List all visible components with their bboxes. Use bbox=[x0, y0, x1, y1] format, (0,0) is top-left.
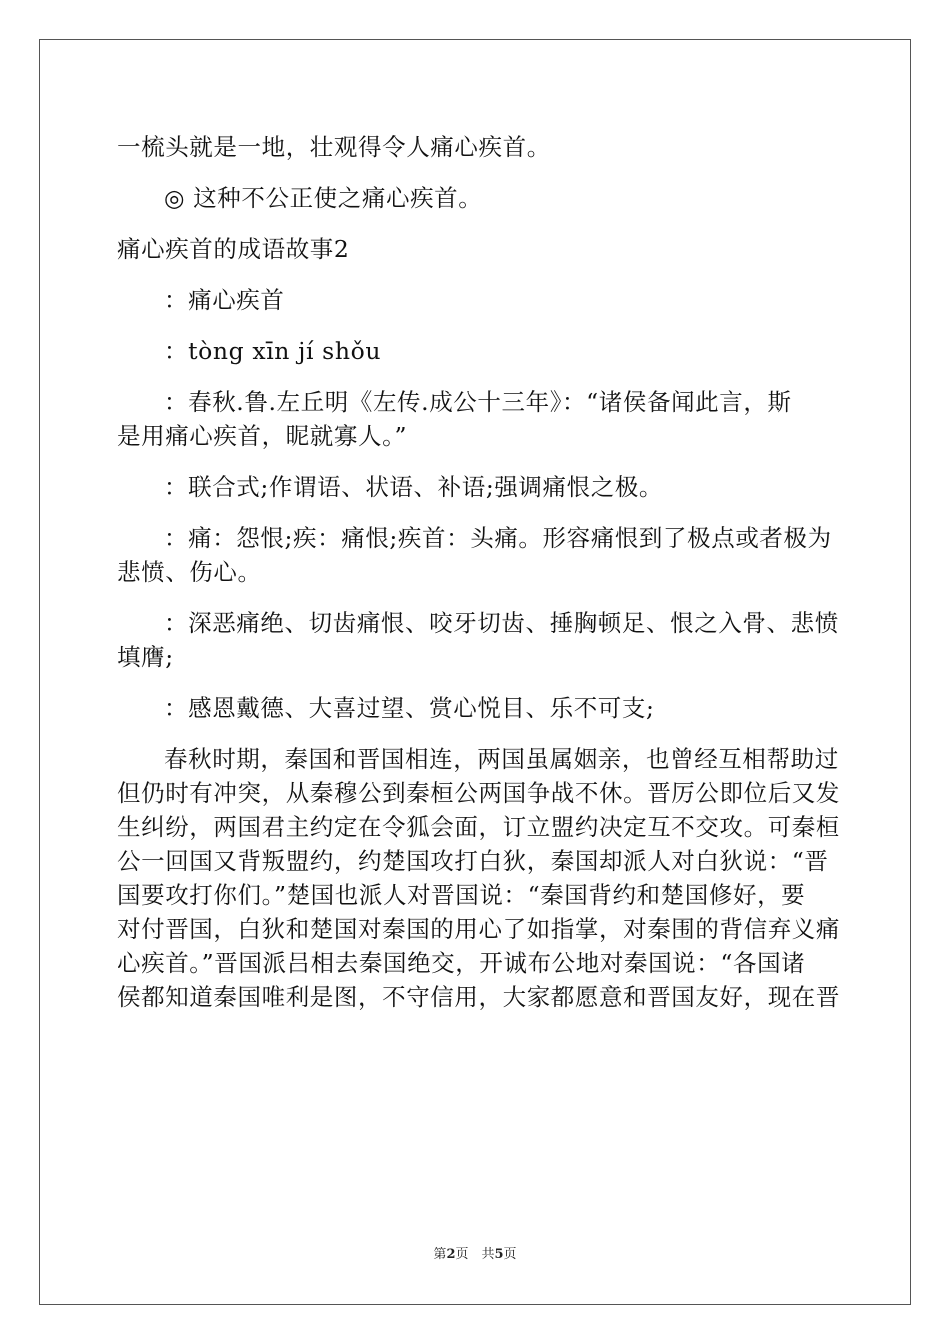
text-line: 春秋时期，秦国和晋国相连，两国虽属姻亲，也曾经互相帮助过 bbox=[164, 745, 839, 773]
paragraph bbox=[117, 232, 833, 266]
text-line: 侯都知道秦国唯利是图，不守信用，大家都愿意和晋国友好，现在晋 bbox=[117, 983, 840, 1011]
text-line: 一梳头就是一地，壮观得令人痛心疾首。 bbox=[117, 133, 551, 161]
page-footer bbox=[0, 1243, 950, 1262]
text-line: 国要攻打你们。”楚国也派人对晋国说：“秦国背约和楚国修好，要 bbox=[117, 881, 806, 909]
text-line: 痛心疾首的成语故事2 bbox=[117, 235, 350, 263]
paragraph bbox=[117, 521, 833, 589]
text-line: 生纠纷，两国君主约定在令狐会面，订立盟约决定互不交攻。可秦桓 bbox=[117, 813, 840, 841]
text-line: ：tòng xīn jí shǒu bbox=[164, 337, 382, 365]
paragraph bbox=[117, 334, 833, 368]
footer-page-number: 2 bbox=[446, 1247, 456, 1262]
footer-page-total: 5 bbox=[494, 1247, 504, 1262]
paragraph bbox=[117, 470, 833, 504]
text-line: ◎ 这种不公正使之痛心疾首。 bbox=[164, 184, 483, 212]
document-body bbox=[117, 130, 840, 1014]
text-line: 但仍时有冲突，从秦穆公到秦桓公两国争战不休。晋厉公即位后又发 bbox=[117, 779, 840, 807]
paragraph bbox=[117, 181, 833, 215]
text-line: ：深恶痛绝、切齿痛恨、咬牙切齿、捶胸顿足、恨之入骨、悲愤 bbox=[164, 609, 839, 637]
text-line: 心疾首。”晋国派吕相去秦国绝交，开诚布公地对秦国说：“各国诸 bbox=[117, 949, 806, 977]
text-line: 对付晋国，白狄和楚国对秦国的用心了如指掌，对秦围的背信弃义痛 bbox=[117, 915, 840, 943]
text-line: 是用痛心疾首，昵就寡人。” bbox=[117, 422, 408, 450]
paragraph bbox=[117, 742, 840, 1014]
text-line: 填膺; bbox=[117, 643, 174, 671]
paragraph bbox=[117, 283, 833, 317]
text-line: ：痛：怨恨;疾：痛恨;疾首：头痛。形容痛恨到了极点或者极为 bbox=[164, 524, 832, 552]
text-line: ：感恩戴德、大喜过望、赏心悦目、乐不可支; bbox=[164, 694, 655, 722]
footer-suffix: 页 bbox=[503, 1247, 517, 1262]
text-line: ：春秋.鲁.左丘明《左传.成公十三年》：“诸侯备闻此言，斯 bbox=[164, 388, 792, 416]
footer-mid: 页 共 bbox=[455, 1247, 495, 1262]
paragraph bbox=[117, 606, 839, 674]
paragraph bbox=[117, 130, 833, 164]
text-line: 悲愤、伤心。 bbox=[117, 558, 262, 586]
paragraph bbox=[117, 385, 833, 453]
footer-prefix: 第 bbox=[433, 1247, 447, 1262]
paragraph bbox=[117, 691, 833, 725]
text-line: ：联合式;作谓语、状语、补语;强调痛恨之极。 bbox=[164, 473, 664, 501]
text-line: ：痛心疾首 bbox=[164, 286, 285, 314]
text-line: 公一回国又背叛盟约，约楚国攻打白狄，秦国却派人对白狄说：“晋 bbox=[117, 847, 829, 875]
